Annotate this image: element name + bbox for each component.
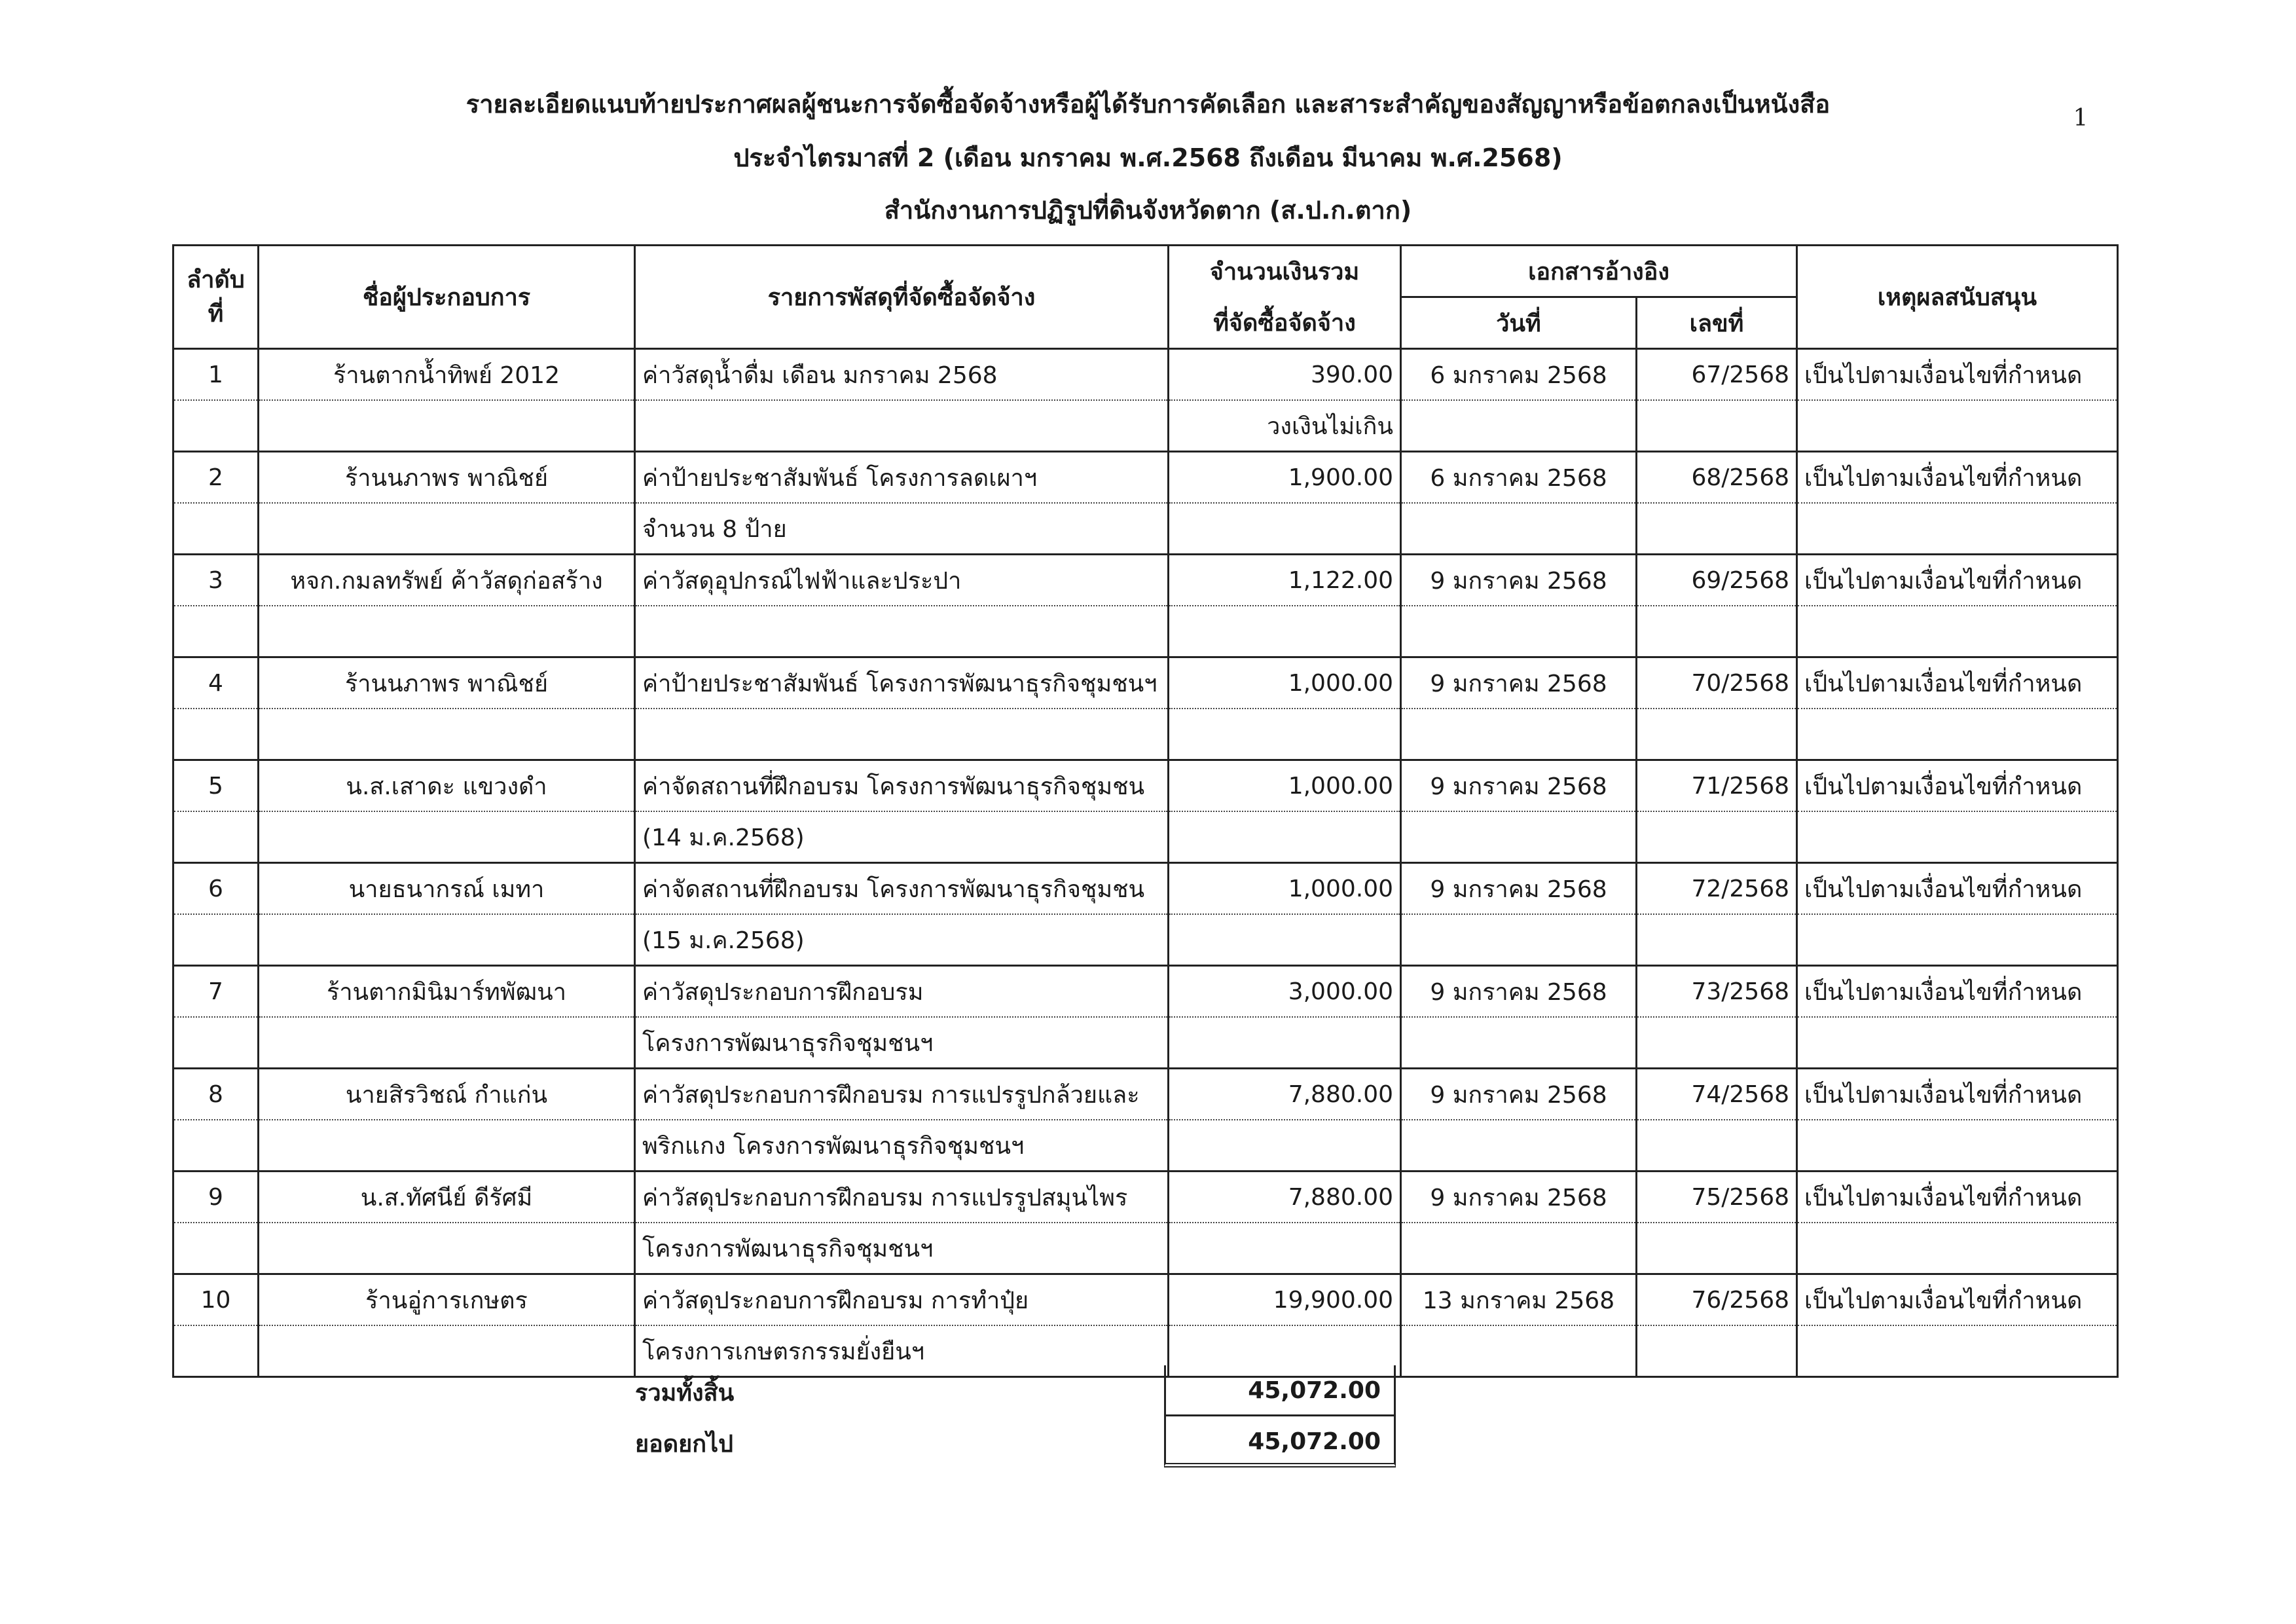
cell-ref-date: 9 มกราคม 2568 — [1401, 966, 1637, 1018]
cell-reason: เป็นไปตามเงื่อนไขที่กำหนด — [1797, 349, 2118, 401]
cell-amount: 7,880.00 — [1169, 1069, 1401, 1120]
cell-item-continued: โครงการพัฒนาธุรกิจชุมชนฯ — [635, 1223, 1169, 1274]
cell-reason: เป็นไปตามเงื่อนไขที่กำหนด — [1797, 657, 2118, 709]
header-vendor: ชื่อผู้ประกอบการ — [259, 246, 635, 349]
cell-ref-no: 73/2568 — [1637, 966, 1797, 1018]
cell-vendor: ร้านนภาพร พาณิชย์ — [259, 657, 635, 709]
cell-amount-note — [1169, 811, 1401, 863]
cell-empty — [1637, 400, 1797, 452]
cell-amount: 1,000.00 — [1169, 760, 1401, 812]
table-row — [173, 1069, 2118, 1120]
cell-empty — [1401, 1325, 1637, 1377]
cell-empty — [1797, 811, 2118, 863]
cell-ref-no: 69/2568 — [1637, 555, 1797, 606]
cell-amount: 7,880.00 — [1169, 1172, 1401, 1223]
cell-vendor: ร้านอู่การเกษตร — [259, 1274, 635, 1326]
cell-empty — [259, 811, 635, 863]
cell-vendor: นายสิรวิชณ์ กำแก่น — [259, 1069, 635, 1120]
cell-ref-date: 6 มกราคม 2568 — [1401, 452, 1637, 504]
cell-vendor: หจก.กมลทรัพย์ ค้าวัสดุก่อสร้าง — [259, 555, 635, 606]
cell-reason: เป็นไปตามเงื่อนไขที่กำหนด — [1797, 863, 2118, 915]
cell-amount-note: วงเงินไม่เกิน — [1169, 400, 1401, 452]
cell-empty — [259, 1325, 635, 1377]
table-row — [173, 503, 2118, 555]
cell-empty — [1797, 606, 2118, 657]
cell-amount: 1,900.00 — [1169, 452, 1401, 504]
cell-empty — [259, 1223, 635, 1274]
cell-reason: เป็นไปตามเงื่อนไขที่กำหนด — [1797, 555, 2118, 606]
cell-empty — [1401, 1017, 1637, 1069]
table-row — [173, 657, 2118, 709]
cell-empty — [259, 709, 635, 760]
cell-empty — [173, 709, 259, 760]
cell-item-continued: (15 ม.ค.2568) — [635, 914, 1169, 966]
cell-amount: 390.00 — [1169, 349, 1401, 401]
cell-empty — [259, 503, 635, 555]
cell-empty — [1797, 1223, 2118, 1274]
cell-item: ค่าป้ายประชาสัมพันธ์ โครงการพัฒนาธุรกิจชุมชนฯ — [635, 657, 1169, 709]
table-row — [173, 400, 2118, 452]
cell-no: 10 — [173, 1274, 259, 1326]
cell-empty — [259, 400, 635, 452]
cell-ref-no: 70/2568 — [1637, 657, 1797, 709]
header-reason: เหตุผลสนับสนุน — [1797, 246, 2118, 349]
cell-empty — [1797, 503, 2118, 555]
cell-empty — [1401, 914, 1637, 966]
cell-no: 8 — [173, 1069, 259, 1120]
table-row — [173, 863, 2118, 915]
cell-vendor: นายธนากรณ์ เมทา — [259, 863, 635, 915]
cell-empty — [1401, 1120, 1637, 1172]
cell-empty — [173, 1223, 259, 1274]
table-row — [173, 1223, 2118, 1274]
cell-empty — [1797, 1017, 2118, 1069]
cell-no: 3 — [173, 555, 259, 606]
table-row — [173, 1017, 2118, 1069]
cell-empty — [173, 606, 259, 657]
cell-amount-note — [1169, 914, 1401, 966]
header-item: รายการพัสดุที่จัดซื้อจัดจ้าง — [635, 246, 1169, 349]
cell-empty — [173, 914, 259, 966]
cell-amount: 19,900.00 — [1169, 1274, 1401, 1326]
cell-empty — [1637, 914, 1797, 966]
cell-no: 6 — [173, 863, 259, 915]
table-row — [173, 1120, 2118, 1172]
cell-empty — [1401, 1223, 1637, 1274]
cell-empty — [1637, 1223, 1797, 1274]
cell-amount: 1,000.00 — [1169, 657, 1401, 709]
cell-empty — [173, 1017, 259, 1069]
document-subtitle-office: สำนักงานการปฏิรูปที่ดินจังหวัดตาก (ส.ป.ก.ตาก) — [884, 196, 1412, 225]
cell-empty — [259, 914, 635, 966]
cell-item-continued: (14 ม.ค.2568) — [635, 811, 1169, 863]
cell-reason: เป็นไปตามเงื่อนไขที่กำหนด — [1797, 1172, 2118, 1223]
cell-no: 7 — [173, 966, 259, 1018]
cell-empty — [259, 606, 635, 657]
header-amount-line1: จำนวนเงินรวม — [1169, 246, 1401, 297]
total-value: 45,072.00 — [1164, 1365, 1396, 1416]
cell-amount-note — [1169, 1120, 1401, 1172]
header-ref-date: วันที่ — [1401, 297, 1637, 349]
cell-ref-no: 71/2568 — [1637, 760, 1797, 812]
cell-empty — [1637, 503, 1797, 555]
cell-ref-date: 9 มกราคม 2568 — [1401, 1069, 1637, 1120]
cell-item: ค่าวัสดุน้ำดื่ม เดือน มกราคม 2568 — [635, 349, 1169, 401]
cell-item-continued: โครงการพัฒนาธุรกิจชุมชนฯ — [635, 1017, 1169, 1069]
cell-vendor: น.ส.ทัศนีย์ ดีรัศมี — [259, 1172, 635, 1223]
header-ref-no: เลขที่ — [1637, 297, 1797, 349]
cell-amount-note — [1169, 709, 1401, 760]
cell-item: ค่าวัสดุประกอบการฝึกอบรม การแปรรูปสมุนไพร — [635, 1172, 1169, 1223]
table-row — [173, 452, 2118, 504]
carry-forward-value: 45,072.00 — [1164, 1416, 1396, 1467]
cell-ref-date: 13 มกราคม 2568 — [1401, 1274, 1637, 1326]
cell-empty — [1401, 503, 1637, 555]
cell-item: ค่าวัสดุประกอบการฝึกอบรม การแปรรูปกล้วยและ — [635, 1069, 1169, 1120]
cell-item-continued — [635, 709, 1169, 760]
cell-reason: เป็นไปตามเงื่อนไขที่กำหนด — [1797, 452, 2118, 504]
table-row — [173, 709, 2118, 760]
cell-reason: เป็นไปตามเงื่อนไขที่กำหนด — [1797, 966, 2118, 1018]
cell-amount-note — [1169, 1017, 1401, 1069]
cell-no: 1 — [173, 349, 259, 401]
cell-ref-date: 9 มกราคม 2568 — [1401, 555, 1637, 606]
cell-empty — [1401, 606, 1637, 657]
cell-empty — [259, 1017, 635, 1069]
cell-empty — [1401, 400, 1637, 452]
cell-empty — [173, 503, 259, 555]
total-label: รวมทั้งสิ้น — [635, 1380, 735, 1407]
header-reference: เอกสารอ้างอิง — [1401, 246, 1797, 297]
table-row — [173, 1325, 2118, 1377]
cell-amount: 1,122.00 — [1169, 555, 1401, 606]
table-row — [173, 606, 2118, 657]
cell-no: 9 — [173, 1172, 259, 1223]
cell-item-continued — [635, 606, 1169, 657]
table-row — [173, 811, 2118, 863]
cell-empty — [1637, 606, 1797, 657]
cell-item: ค่าป้ายประชาสัมพันธ์ โครงการลดเผาฯ — [635, 452, 1169, 504]
header-no: ลำดับ ที่ — [173, 246, 259, 349]
cell-item: ค่าจัดสถานที่ฝึกอบรม โครงการพัฒนาธุรกิจชุมชน — [635, 863, 1169, 915]
cell-item-continued: พริกแกง โครงการพัฒนาธุรกิจชุมชนฯ — [635, 1120, 1169, 1172]
cell-amount: 1,000.00 — [1169, 863, 1401, 915]
cell-empty — [259, 1120, 635, 1172]
cell-empty — [1797, 914, 2118, 966]
cell-item: ค่าจัดสถานที่ฝึกอบรม โครงการพัฒนาธุรกิจชุมชน — [635, 760, 1169, 812]
cell-empty — [1401, 709, 1637, 760]
cell-empty — [1797, 709, 2118, 760]
cell-amount-note — [1169, 606, 1401, 657]
cell-amount-note — [1169, 503, 1401, 555]
document-subtitle-quarter: ประจำไตรมาสที่ 2 (เดือน มกราคม พ.ศ.2568 ถึงเดือน มีนาคม พ.ศ.2568) — [733, 143, 1563, 172]
table-row — [173, 966, 2118, 1018]
cell-empty — [173, 811, 259, 863]
cell-item-continued — [635, 400, 1169, 452]
cell-empty — [1797, 400, 2118, 452]
cell-ref-no: 74/2568 — [1637, 1069, 1797, 1120]
cell-empty — [173, 400, 259, 452]
cell-reason: เป็นไปตามเงื่อนไขที่กำหนด — [1797, 760, 2118, 812]
cell-empty — [1637, 1325, 1797, 1377]
cell-empty — [173, 1120, 259, 1172]
table-row — [173, 555, 2118, 606]
cell-amount: 3,000.00 — [1169, 966, 1401, 1018]
cell-ref-no: 72/2568 — [1637, 863, 1797, 915]
cell-vendor: ร้านนภาพร พาณิชย์ — [259, 452, 635, 504]
cell-empty — [173, 1325, 259, 1377]
cell-empty — [1637, 1120, 1797, 1172]
cell-no: 5 — [173, 760, 259, 812]
table-row — [173, 1172, 2118, 1223]
document-title: รายละเอียดแนบท้ายประกาศผลผู้ชนะการจัดซื้อจัดจ้างหรือผู้ได้รับการคัดเลือก และสาระสำคัญของสัญญาหรือข้อตกลงเป็นหนังสือ — [465, 90, 1831, 119]
table-row — [173, 914, 2118, 966]
cell-empty — [1401, 811, 1637, 863]
cell-amount-note — [1169, 1223, 1401, 1274]
cell-empty — [1637, 1017, 1797, 1069]
cell-empty — [1797, 1325, 2118, 1377]
cell-item-continued: โครงการเกษตรกรรมยั่งยืนฯ — [635, 1325, 1169, 1377]
procurement-table — [172, 244, 2119, 1378]
cell-no: 2 — [173, 452, 259, 504]
cell-ref-date: 9 มกราคม 2568 — [1401, 657, 1637, 709]
cell-vendor: น.ส.เสาดะ แขวงดำ — [259, 760, 635, 812]
cell-ref-no: 76/2568 — [1637, 1274, 1797, 1326]
cell-empty — [1637, 811, 1797, 863]
cell-ref-no: 67/2568 — [1637, 349, 1797, 401]
cell-empty — [1797, 1120, 2118, 1172]
table-body — [173, 349, 2118, 1377]
table-row — [173, 760, 2118, 812]
cell-ref-no: 75/2568 — [1637, 1172, 1797, 1223]
table-row — [173, 1274, 2118, 1326]
carry-forward-label: ยอดยกไป — [635, 1431, 733, 1458]
cell-ref-date: 9 มกราคม 2568 — [1401, 760, 1637, 812]
cell-vendor: ร้านตากน้ำทิพย์ 2012 — [259, 349, 635, 401]
cell-ref-no: 68/2568 — [1637, 452, 1797, 504]
cell-no: 4 — [173, 657, 259, 709]
cell-reason: เป็นไปตามเงื่อนไขที่กำหนด — [1797, 1069, 2118, 1120]
page-number: 1 — [2073, 105, 2088, 132]
cell-item: ค่าวัสดุอุปกรณ์ไฟฟ้าและประปา — [635, 555, 1169, 606]
cell-item-continued: จำนวน 8 ป้าย — [635, 503, 1169, 555]
cell-ref-date: 9 มกราคม 2568 — [1401, 1172, 1637, 1223]
cell-reason: เป็นไปตามเงื่อนไขที่กำหนด — [1797, 1274, 2118, 1326]
header-amount-line2: ที่จัดซื้อจัดจ้าง — [1169, 297, 1401, 349]
cell-empty — [1637, 709, 1797, 760]
cell-item: ค่าวัสดุประกอบการฝึกอบรม — [635, 966, 1169, 1018]
table-row — [173, 349, 2118, 401]
cell-item: ค่าวัสดุประกอบการฝึกอบรม การทำปุ๋ย — [635, 1274, 1169, 1326]
cell-vendor: ร้านตากมินิมาร์ทพัฒนา — [259, 966, 635, 1018]
cell-ref-date: 6 มกราคม 2568 — [1401, 349, 1637, 401]
cell-ref-date: 9 มกราคม 2568 — [1401, 863, 1637, 915]
